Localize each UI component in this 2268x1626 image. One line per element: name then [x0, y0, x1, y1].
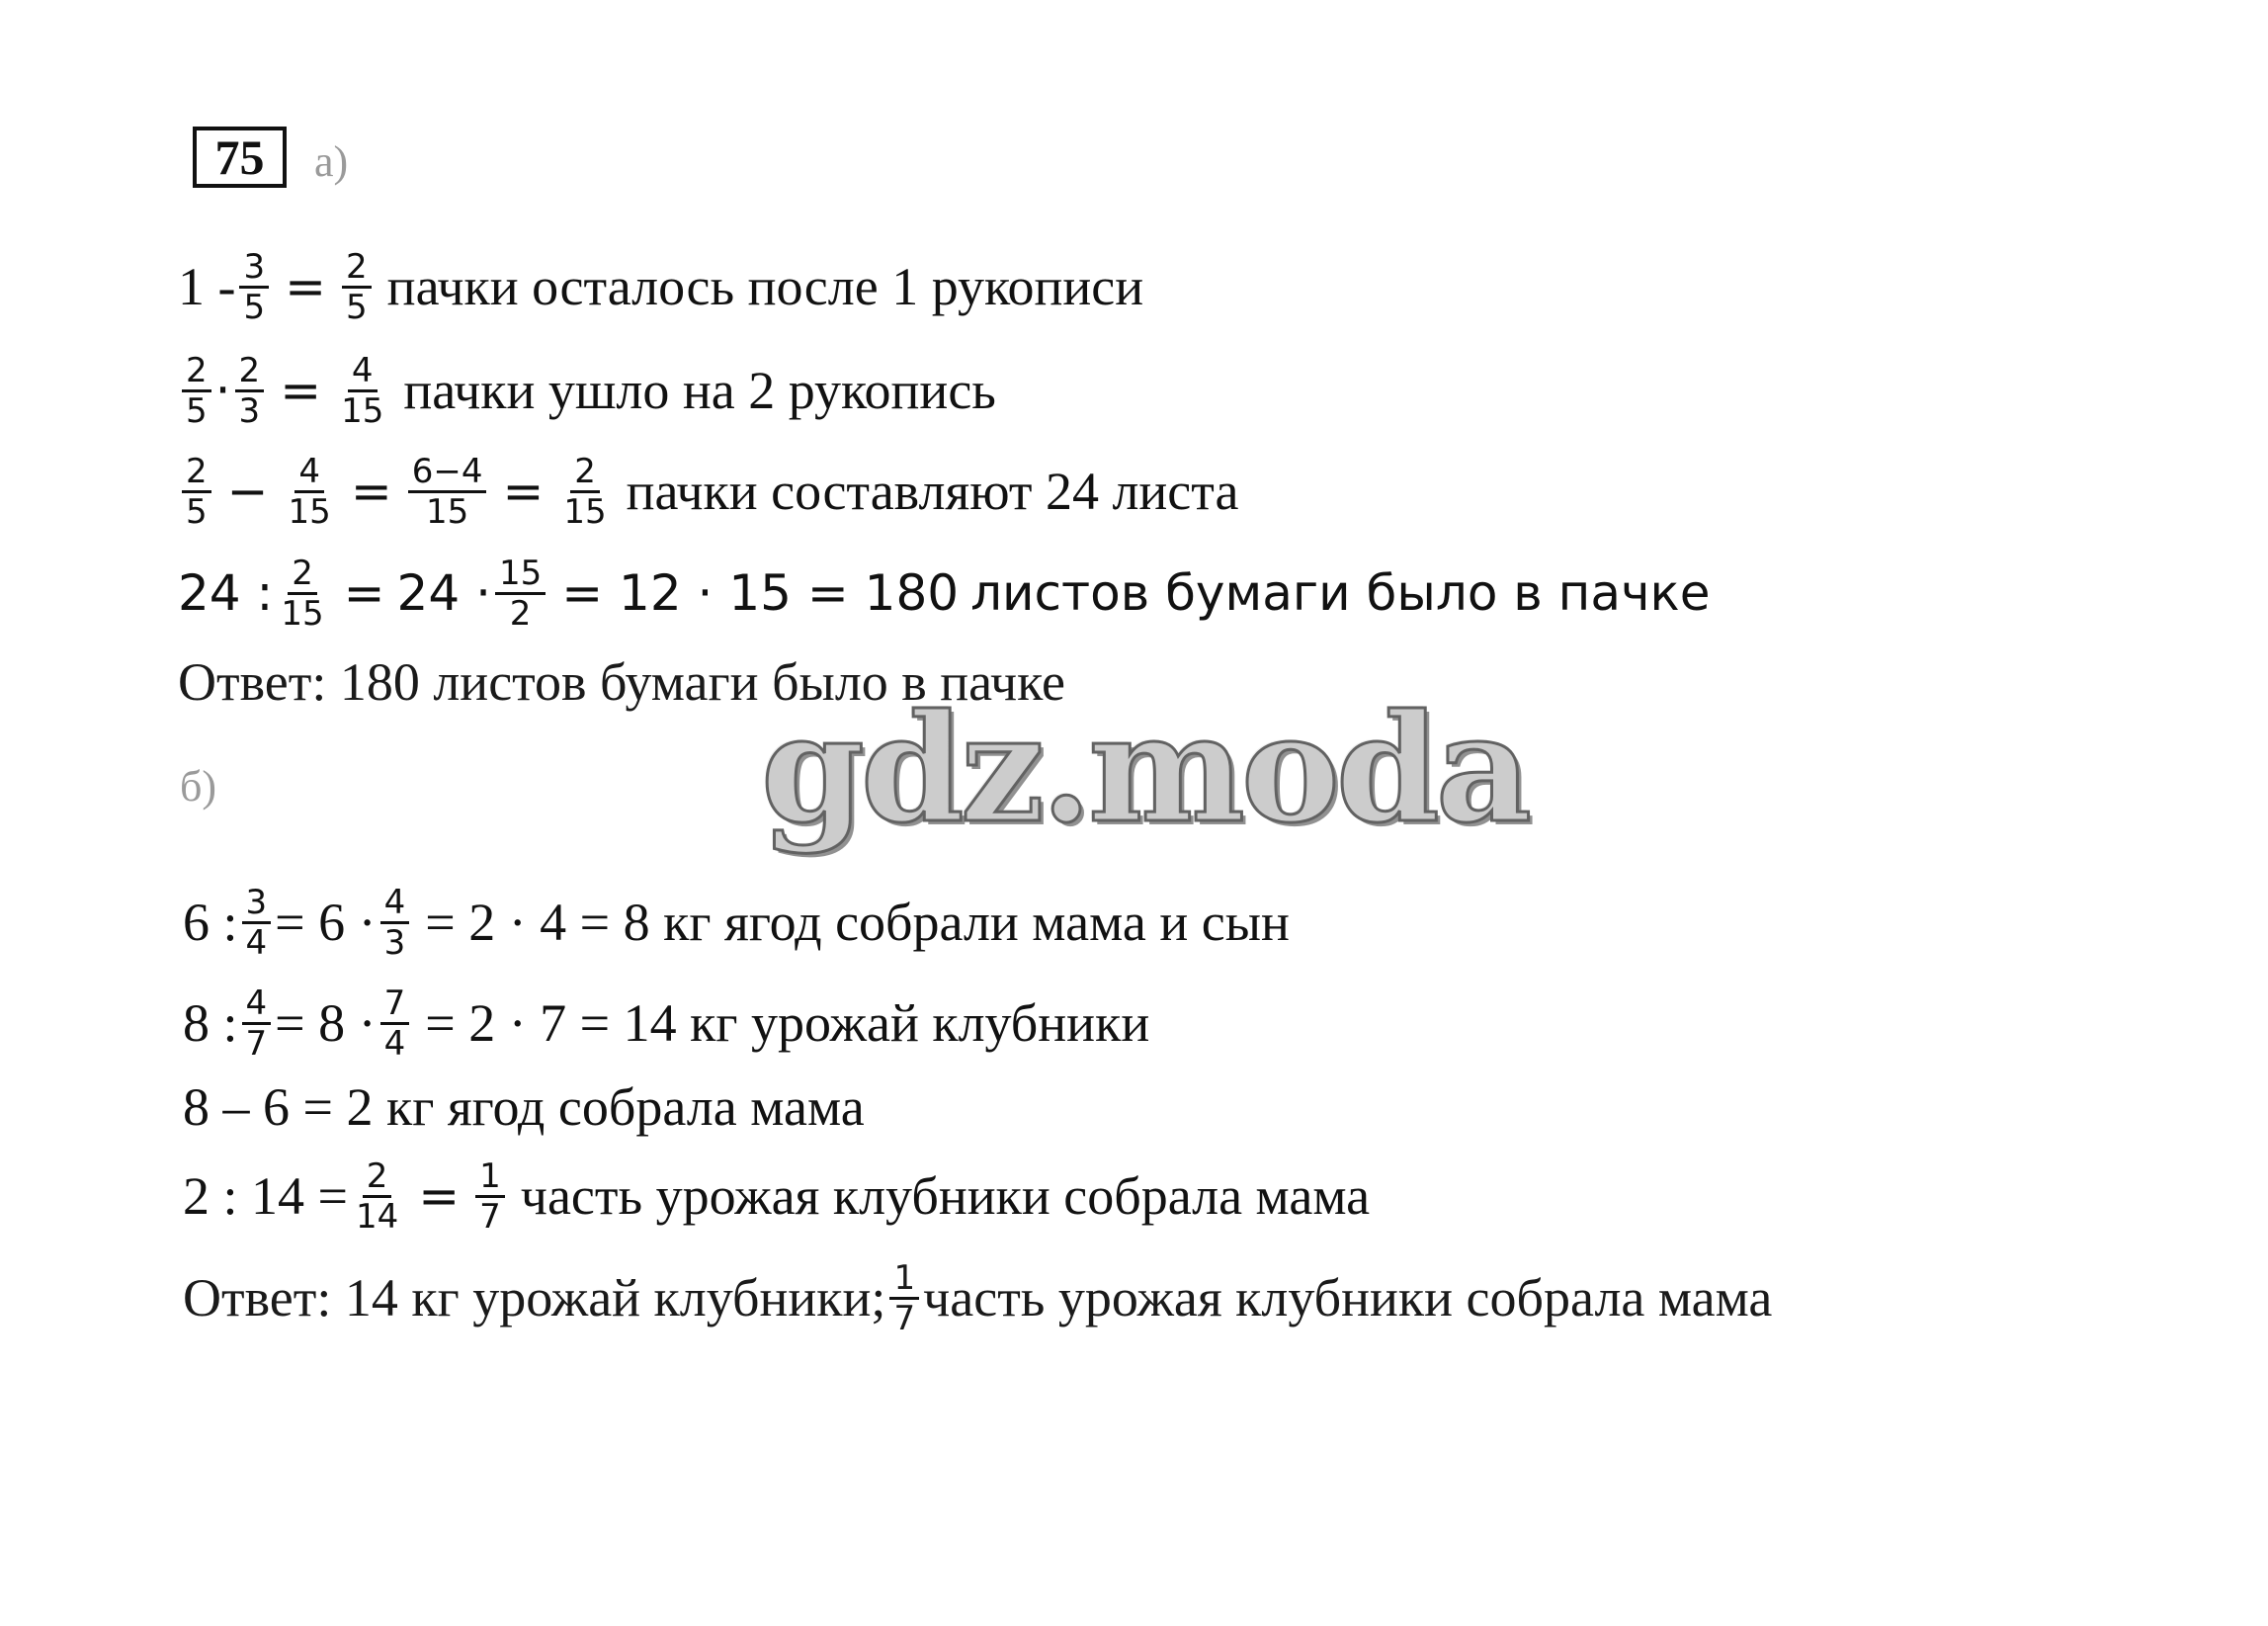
line-text: листов бумаги было в пачке [970, 564, 1711, 622]
part-b-line-1 [183, 878, 1290, 967]
fraction [239, 248, 269, 326]
answer-text: Ответ: 14 кг урожай клубники; [183, 1268, 886, 1327]
dot-sign: · [214, 362, 231, 419]
denominator: 15 [288, 491, 331, 532]
expr-text: 1 - [178, 257, 236, 316]
denominator: 5 [243, 287, 266, 327]
denominator: 7 [245, 1023, 268, 1064]
denominator: 15 [425, 491, 469, 532]
line-text: пачки составляют 24 листа [626, 462, 1239, 521]
numerator: 7 [380, 984, 410, 1025]
fraction [889, 1259, 919, 1337]
numerator: 1 [475, 1157, 505, 1198]
numerator: 4 [380, 884, 410, 924]
fraction [285, 453, 335, 531]
fraction [242, 984, 272, 1063]
part-b-line-3 [183, 1063, 865, 1152]
denominator: 15 [563, 491, 607, 532]
numerator: 2 [182, 453, 211, 493]
fraction [342, 248, 372, 326]
equals-sign: = [343, 564, 385, 622]
denominator: 5 [186, 390, 208, 431]
denominator: 3 [383, 922, 406, 963]
answer-text: Ответ: 180 листов бумаги было в пачке [178, 652, 1065, 712]
numerator: 6−4 [408, 453, 487, 493]
part-b-label: б) [180, 762, 217, 811]
fraction [475, 1157, 505, 1236]
numerator: 3 [239, 248, 269, 289]
expr-text: 2 : 14 = [183, 1166, 348, 1226]
expr-text: 8 : [183, 993, 238, 1053]
numerator: 2 [363, 1157, 392, 1198]
denominator: 5 [346, 287, 368, 327]
expr-text: 6 : [183, 893, 238, 952]
numerator: 4 [294, 453, 324, 493]
numerator: 2 [182, 352, 211, 392]
watermark-logo: gdz.moda [761, 682, 1529, 856]
denominator: 7 [893, 1298, 916, 1338]
denominator: 7 [479, 1196, 501, 1237]
numerator: 2 [235, 352, 265, 392]
expr-text: = 12 · 15 = 180 [561, 564, 960, 622]
fraction [182, 453, 211, 531]
expr-text: 24 : [178, 564, 274, 622]
fraction [495, 555, 546, 633]
part-a-line-1 [178, 242, 1143, 331]
line-text: = 2 · 4 = 8 кг ягод собрали мама и сын [425, 893, 1290, 952]
equals-sign: = [418, 1167, 461, 1225]
part-a-label: а) [314, 137, 349, 186]
part-b-line-4 [183, 1152, 1370, 1241]
denominator: 4 [383, 1023, 406, 1064]
minus-sign: − [226, 463, 269, 520]
answer-text: часть урожая клубники собрала мама [923, 1268, 1773, 1327]
denominator: 4 [245, 922, 268, 963]
denominator: 5 [186, 491, 208, 532]
fraction [559, 453, 610, 531]
line-text: = 2 · 7 = 14 кг урожай клубники [425, 993, 1150, 1053]
denominator: 15 [281, 593, 324, 634]
denominator: 2 [509, 593, 532, 634]
expr-text: 24 · [396, 564, 491, 622]
fraction [337, 352, 387, 430]
fraction [352, 1157, 402, 1236]
denominator: 14 [355, 1196, 399, 1237]
numerator: 15 [495, 555, 546, 595]
numerator: 2 [570, 453, 600, 493]
line-text: пачки осталось после 1 рукописи [386, 257, 1144, 316]
problem-number: 75 [214, 129, 265, 185]
part-b-answer [183, 1253, 1772, 1342]
part-a-line-2 [178, 346, 996, 435]
line-text: 8 – 6 = 2 кг ягод собрала мама [183, 1077, 865, 1137]
numerator: 2 [342, 248, 372, 289]
equals-sign: = [502, 463, 545, 520]
part-a-line-3 [178, 447, 1239, 536]
equals-sign: = [280, 362, 322, 419]
equals-sign: = [285, 258, 327, 315]
fraction [242, 884, 272, 962]
fraction [380, 984, 410, 1063]
line-text: часть урожая клубники собрала мама [520, 1166, 1371, 1226]
fraction [182, 352, 211, 430]
problem-number-box [193, 127, 287, 188]
expr-text: = 6 · [275, 893, 377, 952]
numerator: 4 [242, 984, 272, 1025]
part-a-line-4 [178, 549, 1711, 638]
numerator: 3 [242, 884, 272, 924]
fraction [235, 352, 265, 430]
line-text: пачки ушло на 2 рукопись [403, 361, 996, 420]
part-b-line-2 [183, 979, 1149, 1068]
numerator: 1 [889, 1259, 919, 1300]
denominator: 15 [341, 390, 384, 431]
expr-text: = 8 · [275, 993, 377, 1053]
fraction [277, 555, 327, 633]
numerator: 2 [288, 555, 317, 595]
fraction [408, 453, 487, 531]
fraction [380, 884, 410, 962]
numerator: 4 [348, 352, 378, 392]
equals-sign: = [350, 463, 392, 520]
denominator: 3 [238, 390, 261, 431]
